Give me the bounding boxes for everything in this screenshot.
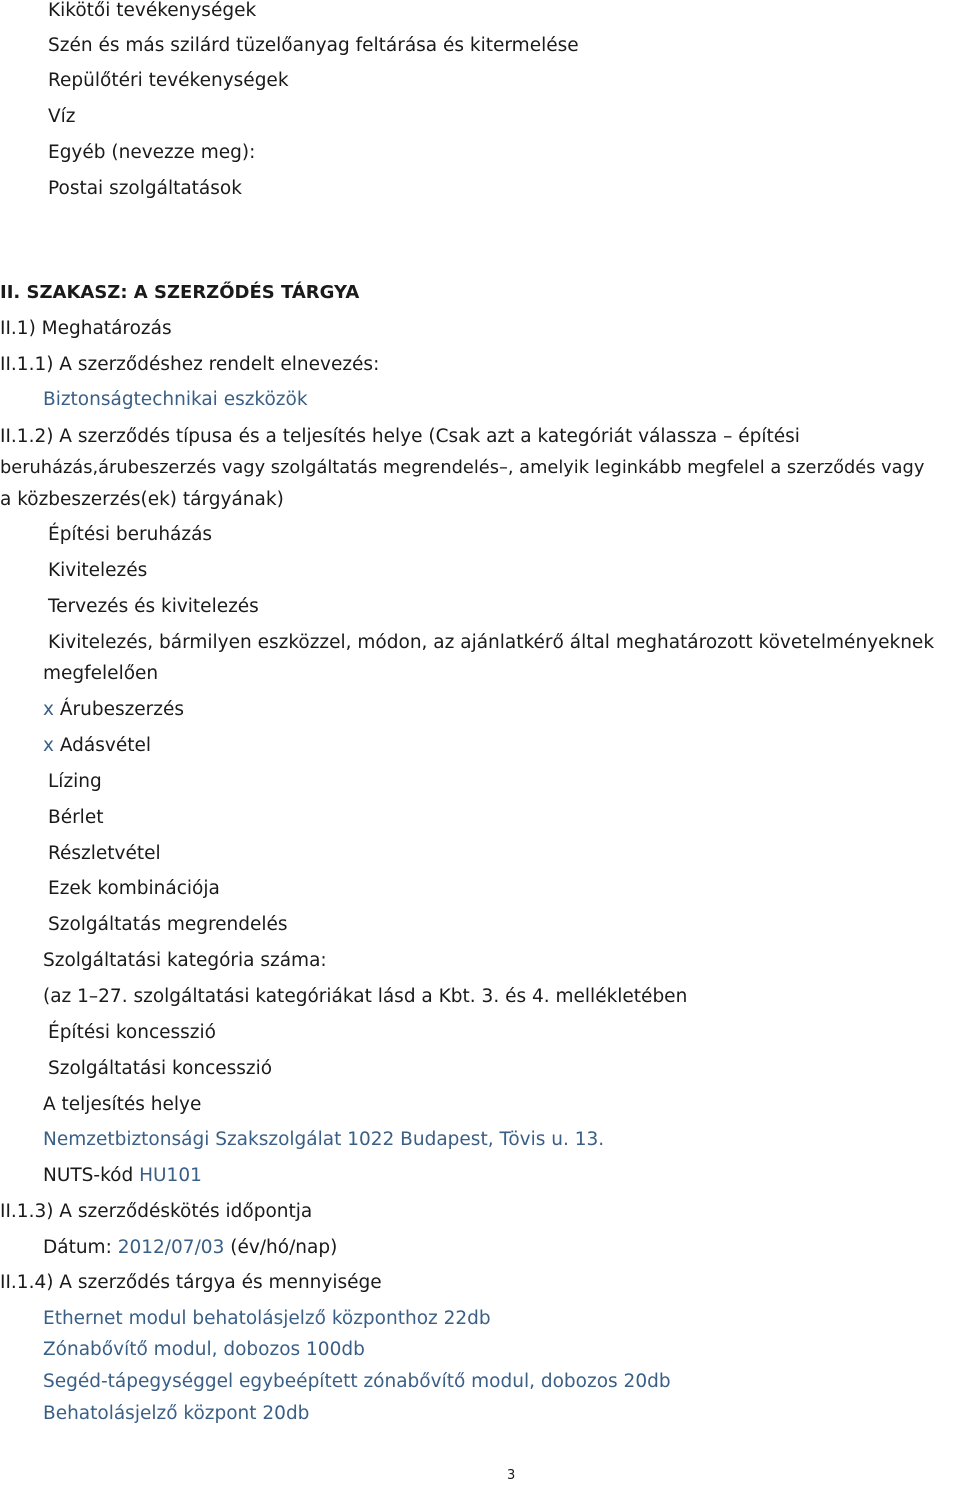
type-execution-any-line2: megfelelően [43,663,159,684]
nuts-code [43,1165,202,1187]
page-number: 3 [507,1468,516,1483]
type-service-concession: Szolgáltatási koncesszió [48,1058,273,1079]
activity-ports: Kikötői tevékenységek [48,0,257,21]
conclusion-heading: II.1.3) A szerződéskötés időpontja [0,1201,313,1222]
type-combination: Ezek kombinációja [48,878,220,899]
section-title: II. SZAKASZ: A SZERZŐDÉS TÁRGYA [0,282,360,303]
activity-other: Egyéb (nevezze meg): [48,142,256,163]
service-category-note: (az 1–27. szolgáltatási kategóriákat lásd a Kbt. 3. és 4. mellékletében [43,986,688,1007]
place-label: A teljesítés helye [43,1094,202,1115]
activity-coal: Szén és más szilárd tüzelőanyag feltárása és kitermelése [48,35,579,56]
type-execution: Kivitelezés [48,560,148,581]
place-value: Nemzetbiztonsági Szakszolgálat 1022 Budapest, Tövis u. 13. [43,1129,605,1150]
subject-item: Zónabővítő modul, dobozos 100db [43,1339,365,1360]
type-design-execution: Tervezés és kivitelezés [48,596,259,617]
contract-name-value: Biztonságtechnikai eszközök [43,389,308,410]
type-hire-purchase: Részletvétel [48,843,161,864]
checkmark-x: x [43,735,54,756]
checkmark-x: x [43,699,54,720]
contract-type-heading-line3: a közbeszerzés(ek) tárgyának) [0,489,284,510]
activity-water: Víz [48,106,76,127]
date-format: (év/hó/nap) [230,1237,338,1258]
activity-airports: Repülőtéri tevékenységek [48,70,289,91]
conclusion-date [43,1237,337,1259]
type-supplies [43,699,184,721]
service-category-label: Szolgáltatási kategória száma: [43,950,327,971]
subsection-contract-name-label: II.1.1) A szerződéshez rendelt elnevezés: [0,354,380,375]
date-label: Dátum: [43,1237,112,1258]
activity-postal: Postai szolgáltatások [48,178,242,199]
subject-item: Segéd-tápegységgel egybeépített zónabővítő modul, dobozos 20db [43,1371,671,1392]
nuts-value: HU101 [139,1165,202,1186]
type-works: Építési beruházás [48,524,213,545]
type-supplies-label: Árubeszerzés [59,699,185,720]
type-services: Szolgáltatás megrendelés [48,914,288,935]
subsection-definition: II.1) Meghatározás [0,318,172,339]
type-purchase-label: Adásvétel [59,735,151,756]
subject-item: Ethernet modul behatolásjelző központhoz 22db [43,1308,491,1329]
type-leasing: Lízing [48,771,102,792]
date-value: 2012/07/03 [117,1237,225,1258]
type-purchase [43,735,151,757]
subject-heading: II.1.4) A szerződés tárgya és mennyisége [0,1272,382,1293]
contract-type-heading-line1: II.1.2) A szerződés típusa és a teljesítés helye (Csak azt a kategóriát válassza – építési [0,426,800,447]
type-works-concession: Építési koncesszió [48,1022,216,1043]
contract-type-heading-line2: beruházás,árubeszerzés vagy szolgáltatás megrendelés–, amelyik leginkább megfelel a szerződés vagy [0,457,925,478]
type-rental: Bérlet [48,807,104,828]
nuts-label: NUTS-kód [43,1165,134,1186]
subject-item: Behatolásjelző központ 20db [43,1403,310,1424]
type-execution-any-line1: Kivitelezés, bármilyen eszközzel, módon, az ajánlatkérő által meghatározott követelményeknek [48,632,935,653]
